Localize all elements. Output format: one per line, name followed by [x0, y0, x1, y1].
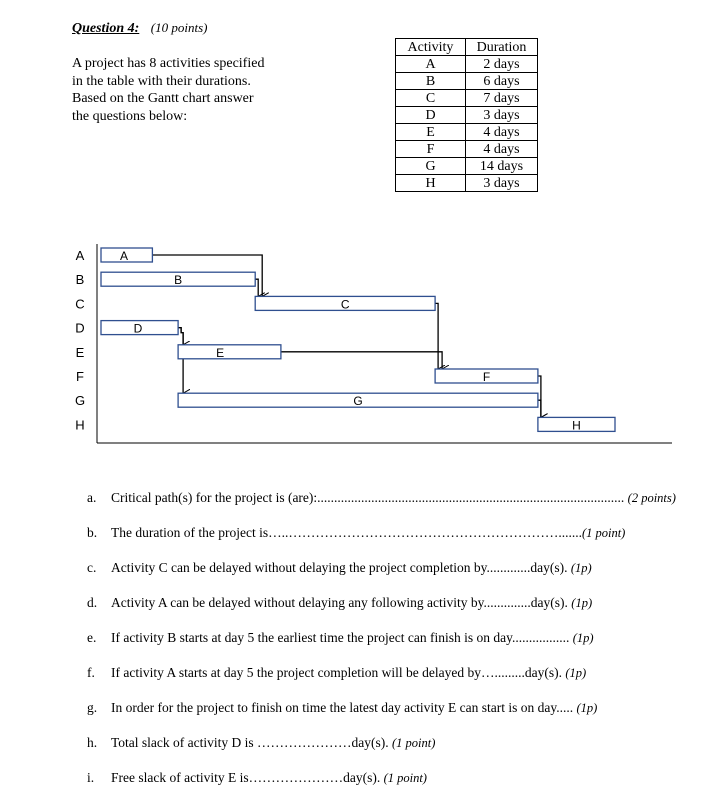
item-points: (1 point)	[581, 526, 626, 540]
table-header-activity: Activity	[396, 39, 466, 56]
dependency-arrow-e-f	[281, 352, 442, 369]
table-row	[396, 158, 538, 175]
duration-cell: 14 days	[466, 158, 538, 175]
item-points: (1p)	[576, 701, 598, 715]
question-intro: A project has 8 activities specified in the table with their durations. Based on the Gantt chart answer the questions below:	[72, 56, 265, 124]
item-points: (1p)	[572, 631, 594, 645]
item-points: (1p)	[571, 596, 593, 610]
item-label: i.	[87, 770, 95, 785]
activity-cell: A	[396, 56, 466, 73]
item-text: The duration of the project is…..…………………………………………………….......	[111, 525, 582, 540]
table-row	[396, 90, 538, 107]
activity-cell: B	[396, 73, 466, 90]
table-row	[396, 56, 538, 73]
gantt-bar-e	[178, 345, 281, 359]
item-points: (2 points)	[627, 491, 676, 505]
activity-cell: D	[396, 107, 466, 124]
table-row	[396, 73, 538, 90]
question-item-h	[87, 735, 435, 751]
item-label: h.	[87, 735, 98, 750]
table-row	[396, 124, 538, 141]
gantt-bar-label: E	[216, 345, 225, 360]
duration-cell: 3 days	[466, 175, 538, 192]
item-points: (1p)	[565, 666, 587, 680]
gantt-row-label: H	[75, 417, 85, 433]
question-title	[72, 20, 208, 37]
activity-cell: C	[396, 90, 466, 107]
gantt-bar-label: B	[174, 273, 183, 288]
question-item-g	[87, 700, 597, 716]
duration-cell: 3 days	[466, 107, 538, 124]
activity-cell: H	[396, 175, 466, 192]
gantt-bar-label: F	[482, 370, 491, 384]
table-row	[396, 107, 538, 124]
item-text: Free slack of activity E is…………………day(s).	[111, 770, 381, 785]
question-item-a	[87, 490, 676, 506]
item-points: (1 point)	[392, 736, 436, 750]
item-text: In order for the project to finish on time the latest day activity E can start is on day.....	[111, 700, 574, 715]
gantt-row-label: F	[76, 369, 84, 384]
question-item-e	[87, 630, 594, 646]
table-row	[396, 141, 538, 158]
item-text: If activity A starts at day 5 the project completion will be delayed by….........day(s).	[111, 665, 563, 680]
item-label: a.	[87, 490, 97, 505]
item-text: Activity C can be delayed without delaying the project completion by.............day(s).	[111, 560, 568, 575]
activity-cell: F	[396, 141, 466, 158]
table-header-duration: Duration	[466, 39, 538, 56]
dependency-arrow-c-f	[435, 303, 438, 369]
duration-cell: 4 days	[466, 124, 538, 141]
question-item-f	[87, 665, 586, 681]
table-row	[396, 175, 538, 192]
gantt-bar-label: A	[119, 249, 129, 263]
gantt-bar-label: C	[340, 297, 350, 312]
duration-cell: 2 days	[466, 56, 538, 73]
item-label: e.	[87, 630, 97, 645]
question-item-i	[87, 770, 427, 786]
gantt-row-label: C	[75, 296, 85, 312]
gantt-row-label: D	[75, 320, 85, 336]
question-item-b	[87, 525, 625, 541]
item-label: g.	[87, 700, 98, 715]
item-text: If activity B starts at day 5 the earliest time the project can finish is on day.................	[111, 630, 570, 645]
gantt-chart	[0, 230, 721, 445]
gantt-bar-label: D	[133, 321, 143, 336]
item-text: Total slack of activity D is …………………day(s).	[111, 735, 389, 750]
gantt-bar-label: G	[353, 394, 363, 409]
activity-cell: E	[396, 124, 466, 141]
gantt-bar-label: H	[572, 418, 581, 433]
question-number: Question 4:	[72, 21, 140, 36]
duration-cell: 7 days	[466, 90, 538, 107]
duration-cell: 6 days	[466, 73, 538, 90]
gantt-row-label: A	[75, 248, 85, 263]
duration-table	[395, 38, 538, 192]
gantt-row-label: B	[75, 272, 85, 288]
item-label: f.	[87, 665, 95, 680]
item-points: (1 point)	[383, 771, 427, 785]
question-points: (10 points)	[150, 20, 208, 35]
question-item-d	[87, 595, 592, 611]
duration-cell: 4 days	[466, 141, 538, 158]
item-points: (1p)	[570, 561, 592, 575]
dependency-arrow-d-g	[178, 328, 183, 394]
item-label: d.	[87, 595, 98, 610]
item-label: c.	[87, 560, 97, 575]
question-item-c	[87, 560, 592, 576]
gantt-row-label: E	[75, 344, 85, 360]
item-text: Activity A can be delayed without delaying any following activity by..............day(s).	[111, 595, 568, 610]
table-header-row	[396, 39, 538, 56]
gantt-row-label: G	[74, 393, 86, 409]
activity-cell: G	[396, 158, 466, 175]
item-label: b.	[87, 525, 98, 540]
item-text: Critical path(s) for the project is (are):...........................................................................................	[111, 490, 625, 505]
